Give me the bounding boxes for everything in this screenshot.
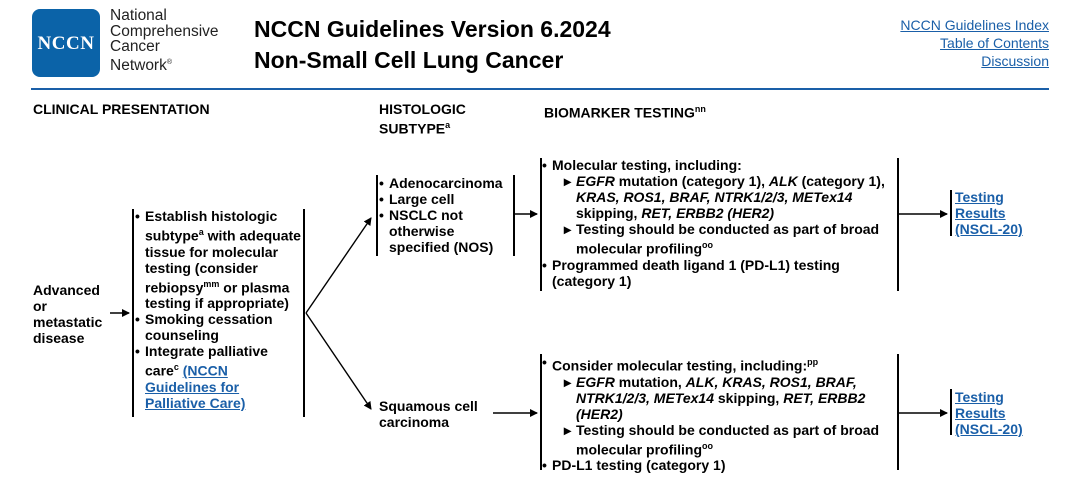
footnote-ref: a xyxy=(445,120,451,130)
biomarker-text: Testing should be conducted as part of broad molecular profiling xyxy=(576,221,880,257)
workup-item: • Smoking cessation counseling xyxy=(133,311,301,343)
results-link-line[interactable]: Testing xyxy=(955,389,1004,405)
heading-line: HISTOLOGIC xyxy=(379,101,466,117)
subtype-item: • NSCLC not otherwise specified (NOS) xyxy=(377,207,511,255)
logo-text: NCCN xyxy=(37,33,95,54)
footnote-ref: nn xyxy=(694,104,706,114)
org-line: National xyxy=(110,7,167,24)
subtype-item: • Large cell xyxy=(377,191,511,207)
footnote-ref: mm xyxy=(203,278,220,289)
results-link-line[interactable]: Results xyxy=(955,405,1006,421)
footnote-ref: oo xyxy=(702,440,714,451)
biomarker-text: skipping, xyxy=(713,389,784,406)
guidelines-index-link[interactable]: NCCN Guidelines Index xyxy=(900,17,1049,33)
title-version: NCCN Guidelines Version 6.2024 xyxy=(254,16,611,42)
palliative-care-link[interactable]: (NCCN Guidelines for Palliative Care) xyxy=(145,362,246,411)
biomarker-text: Consider molecular testing, including: xyxy=(552,357,808,374)
biomarker-text: mutation (category 1), xyxy=(614,173,769,189)
org-line: Comprehensive xyxy=(110,22,219,40)
workup-text: or plasma testing if appropriate) xyxy=(145,279,290,312)
results-link-line[interactable]: (NSCL-20) xyxy=(955,221,1023,237)
workup-text: with adequate tissue for molecular testing (consider rebiopsy xyxy=(145,227,301,296)
heading-line-text: SUBTYPE xyxy=(379,120,446,137)
title-subject: Non-Small Cell Lung Cancer xyxy=(254,47,564,73)
biomarker-item: • Programmed death ligand 1 (PD-L1) testing (category 1) xyxy=(540,257,895,289)
arrow-to-nonsquamous xyxy=(306,218,371,313)
presentation-line: metastatic xyxy=(33,314,103,330)
biomarker-text: skipping, xyxy=(576,205,642,221)
gene-name: ALK, KRAS, ROS1, BRAF, NTRK1/2/3, METex14 xyxy=(576,373,857,406)
biomarker-item: • PD-L1 testing (category 1) xyxy=(540,457,895,473)
footnote-ref: a xyxy=(198,227,204,237)
workup-text: Establish histologic subtype xyxy=(145,208,278,244)
subtype-item: • Adenocarcinoma xyxy=(377,175,511,191)
org-line: Cancer xyxy=(110,38,160,55)
footnote-ref: oo xyxy=(702,240,714,250)
clinical-presentation-heading: CLINICAL PRESENTATION xyxy=(33,101,210,117)
discussion-link[interactable]: Discussion xyxy=(981,53,1049,69)
results-link-line[interactable]: Results xyxy=(955,205,1006,221)
squamous-box: Squamous cell carcinoma xyxy=(379,398,478,430)
biomarker-text: mutation, xyxy=(614,373,686,390)
results-link-line[interactable]: (NSCL-20) xyxy=(955,421,1023,437)
gene-name: EGFR xyxy=(576,173,615,189)
org-line-text: Network xyxy=(110,56,167,74)
gene-name: RET, ERBB2 (HER2) xyxy=(576,389,866,422)
biomarker-text: Molecular testing, including: xyxy=(552,157,742,173)
heading-text: BIOMARKER TESTING xyxy=(544,104,695,121)
presentation-line: disease xyxy=(33,330,85,346)
table-of-contents-link[interactable]: Table of Contents xyxy=(940,35,1049,51)
footnote-ref: c xyxy=(173,362,179,373)
arrow-to-squamous xyxy=(306,313,371,409)
presentation-line: or xyxy=(33,298,47,314)
footnote-ref: pp xyxy=(807,357,819,367)
gene-name: EGFR xyxy=(576,373,615,390)
workup-text: Integrate palliative care xyxy=(145,343,268,379)
registered-mark: ® xyxy=(166,58,173,66)
gene-name: ALK xyxy=(768,173,798,189)
biomarker-text: Testing should be conducted as part of broad molecular profiling xyxy=(576,421,880,458)
gene-name: RET, ERBB2 (HER2) xyxy=(641,205,775,221)
biomarker-text: (category 1), xyxy=(797,173,885,189)
results-link-line[interactable]: Testing xyxy=(955,189,1004,205)
presentation-line: Advanced xyxy=(33,282,100,298)
gene-name: KRAS, ROS1, BRAF, NTRK1/2/3, METex14 xyxy=(576,189,853,205)
